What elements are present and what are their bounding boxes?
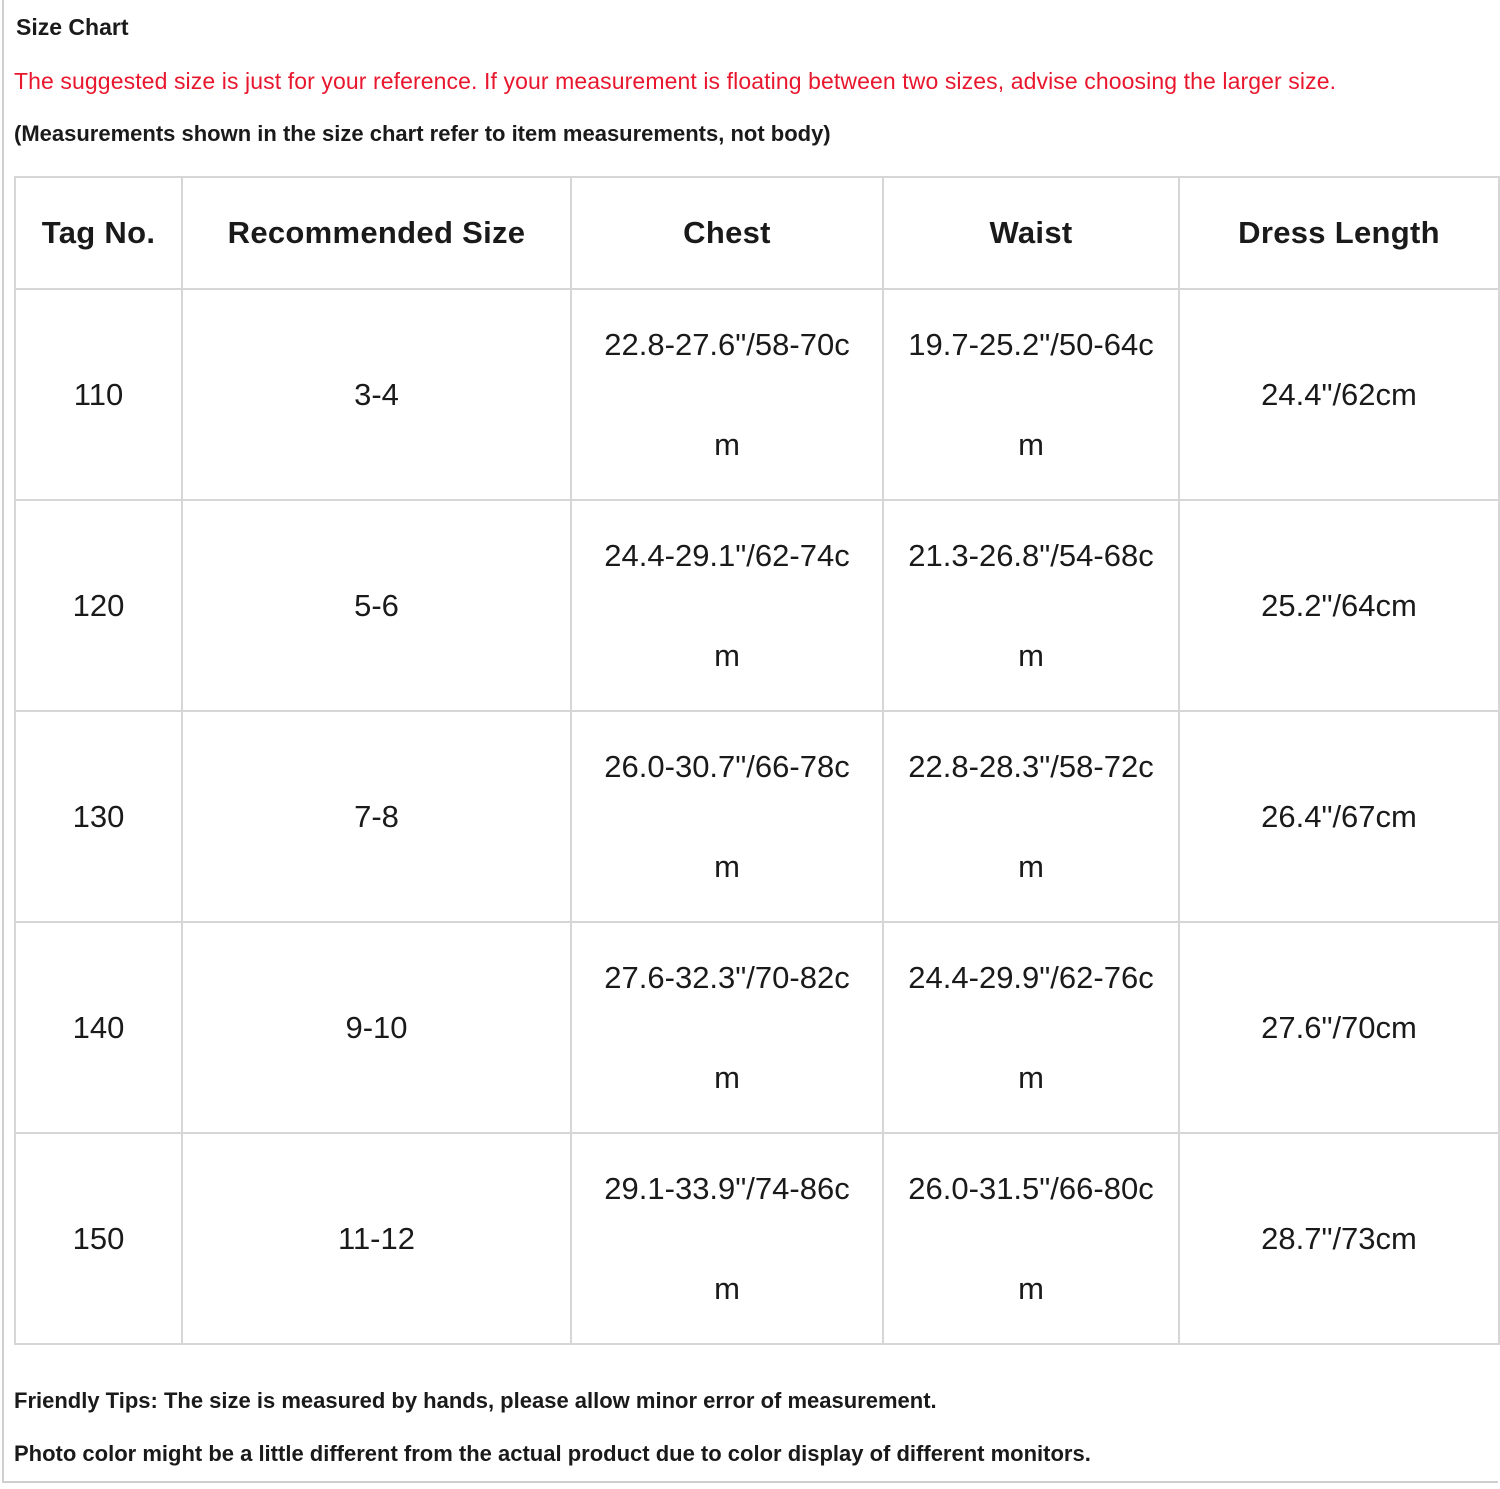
- cell-chest-text: 29.1-33.9"/74-86cm: [604, 1170, 850, 1306]
- cell-recommended-size: 5-6: [182, 500, 571, 711]
- column-header-tag-no: Tag No.: [15, 177, 182, 289]
- page-title: Size Chart: [16, 14, 129, 40]
- table-header-row: [15, 177, 1499, 289]
- table-row: [15, 711, 1499, 922]
- table-row: [15, 289, 1499, 500]
- cell-dress-length: 24.4"/62cm: [1179, 289, 1499, 500]
- cell-dress-length: 26.4"/67cm: [1179, 711, 1499, 922]
- cell-dress-length: 28.7"/73cm: [1179, 1133, 1499, 1344]
- color-disclaimer: Photo color might be a little different from the actual product due to color display of different monitors.: [14, 1441, 1091, 1466]
- cell-waist-text: 21.3-26.8"/54-68cm: [908, 537, 1154, 673]
- cell-chest-text: 27.6-32.3"/70-82cm: [604, 959, 850, 1095]
- cell-waist-text: 24.4-29.9"/62-76cm: [908, 959, 1154, 1095]
- cell-chest-text: 26.0-30.7"/66-78cm: [604, 748, 850, 884]
- cell-waist: [883, 500, 1179, 711]
- cell-recommended-size: 3-4: [182, 289, 571, 500]
- table-row: [15, 500, 1499, 711]
- cell-waist: [883, 289, 1179, 500]
- measurement-note: (Measurements shown in the size chart refer to item measurements, not body): [14, 121, 831, 146]
- column-header-recommended-size: Recommended Size: [182, 177, 571, 289]
- size-table: [14, 176, 1500, 1345]
- cell-waist: [883, 1133, 1179, 1344]
- cell-recommended-size: 9-10: [182, 922, 571, 1133]
- column-header-waist: Waist: [883, 177, 1179, 289]
- cell-chest: [571, 1133, 883, 1344]
- cell-waist-text: 26.0-31.5"/66-80cm: [908, 1170, 1154, 1306]
- size-advice-notice: The suggested size is just for your reference. If your measurement is floating between two sizes, advise choosing the larger size.: [14, 68, 1337, 94]
- cell-chest: [571, 500, 883, 711]
- cell-recommended-size: 11-12: [182, 1133, 571, 1344]
- cell-tag-no: 120: [15, 500, 182, 711]
- column-header-dress-length: Dress Length: [1179, 177, 1499, 289]
- cell-tag-no: 150: [15, 1133, 182, 1344]
- cell-dress-length: 25.2"/64cm: [1179, 500, 1499, 711]
- cell-tag-no: 140: [15, 922, 182, 1133]
- cell-tag-no: 110: [15, 289, 182, 500]
- column-header-chest: Chest: [571, 177, 883, 289]
- cell-recommended-size: 7-8: [182, 711, 571, 922]
- friendly-tips: Friendly Tips: The size is measured by hands, please allow minor error of measurement.: [14, 1388, 937, 1413]
- cell-tag-no: 130: [15, 711, 182, 922]
- cell-dress-length: 27.6"/70cm: [1179, 922, 1499, 1133]
- cell-chest-text: 22.8-27.6"/58-70cm: [604, 326, 850, 462]
- cell-chest-text: 24.4-29.1"/62-74cm: [604, 537, 850, 673]
- cell-waist-text: 22.8-28.3"/58-72cm: [908, 748, 1154, 884]
- cell-waist: [883, 711, 1179, 922]
- cell-waist: [883, 922, 1179, 1133]
- cell-waist-text: 19.7-25.2"/50-64cm: [908, 326, 1154, 462]
- table-row: [15, 922, 1499, 1133]
- cell-chest: [571, 289, 883, 500]
- table-row: [15, 1133, 1499, 1344]
- cell-chest: [571, 711, 883, 922]
- cell-chest: [571, 922, 883, 1133]
